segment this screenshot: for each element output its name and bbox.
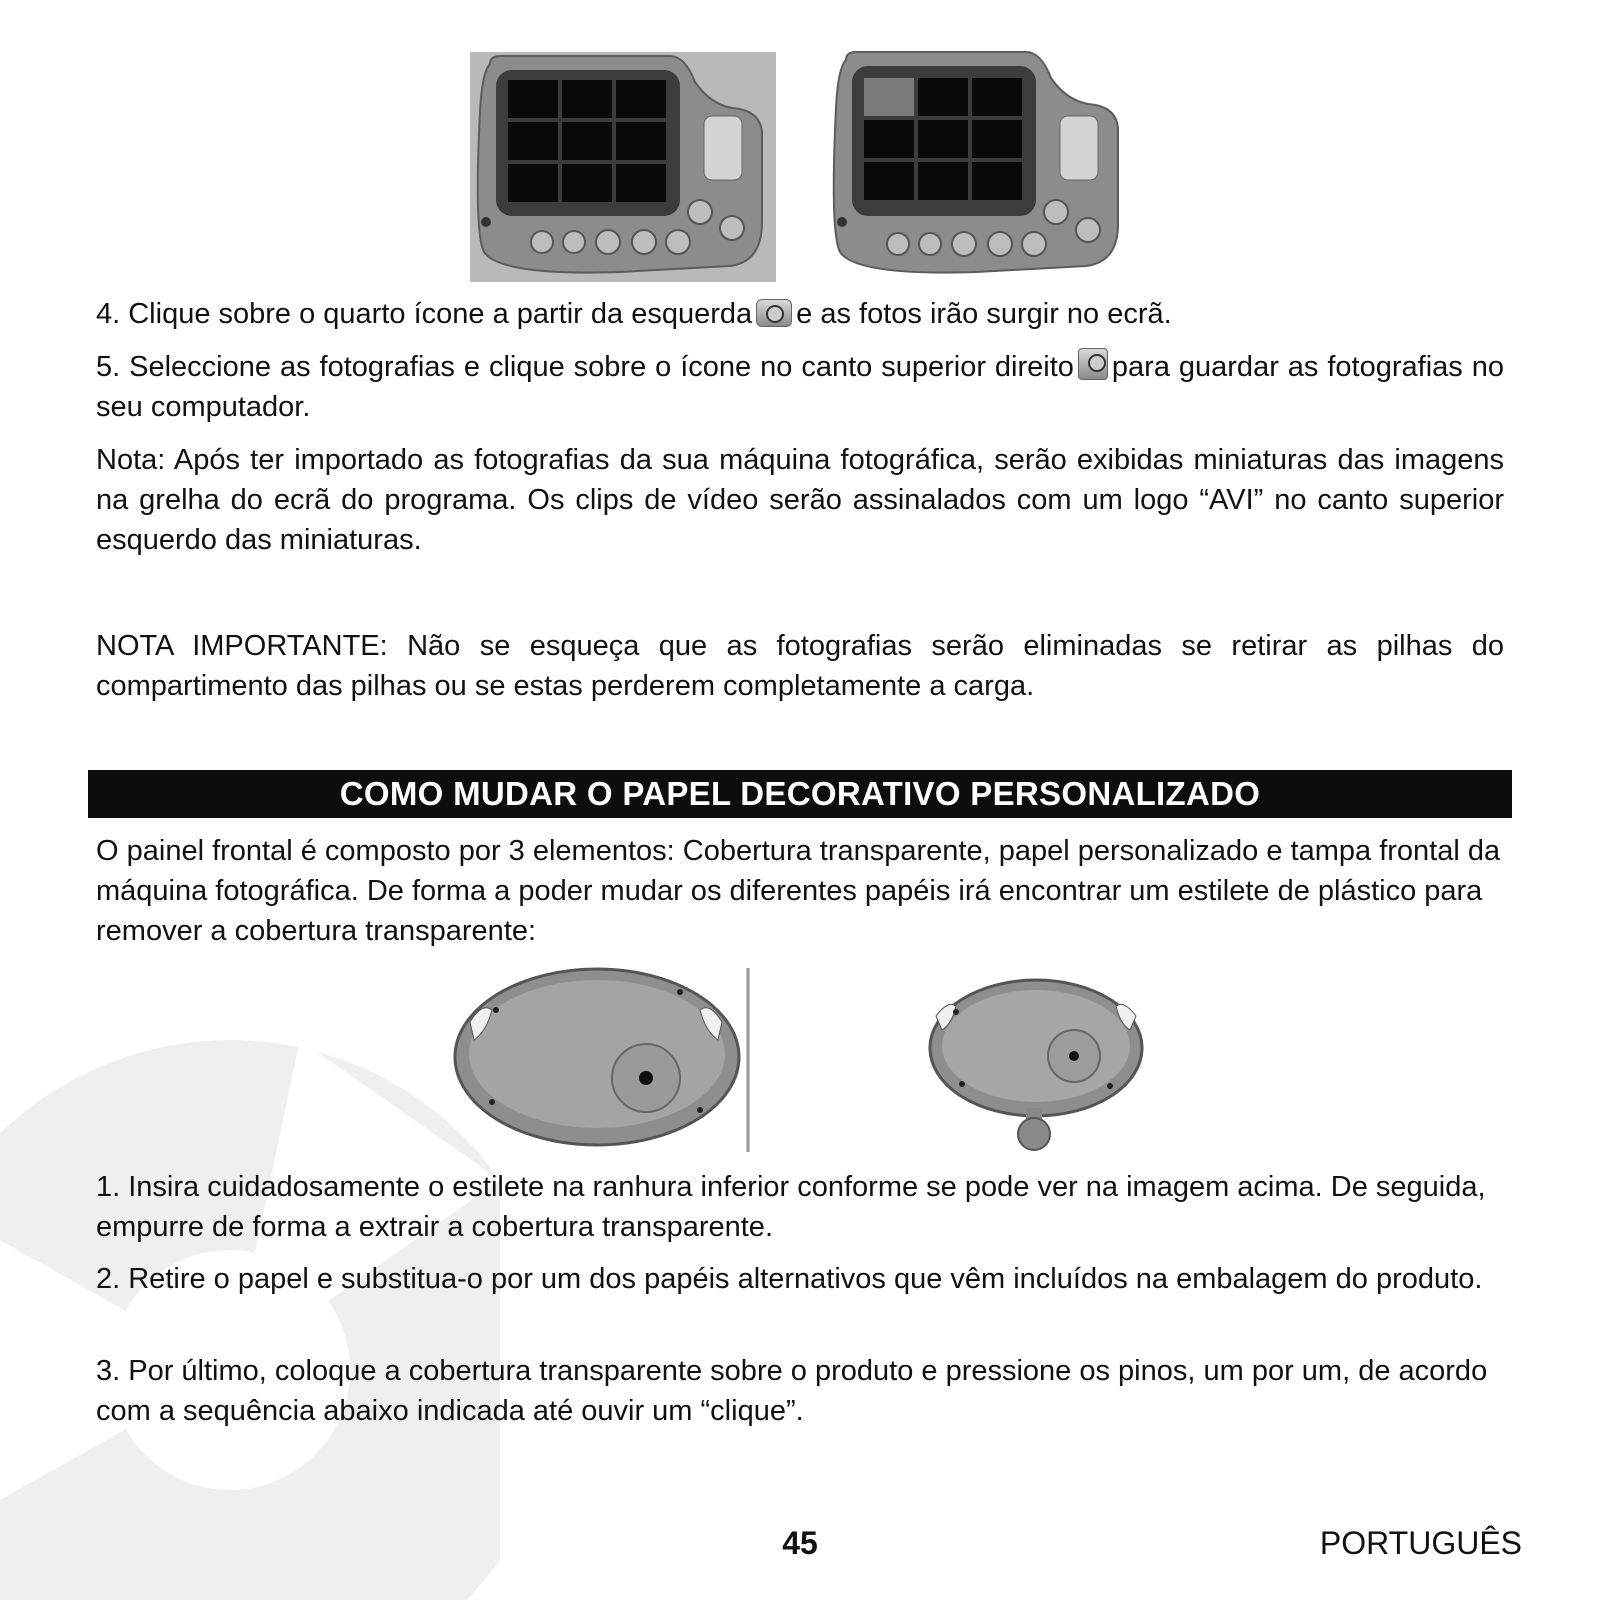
step-5-text — [96, 347, 1504, 427]
step-4-text — [96, 294, 1504, 334]
view-photos-icon — [756, 299, 792, 327]
step-3-text: 3. Por último, coloque a cobertura transparente sobre o produto e pressione os pinos, um por um, de acordo com a sequência abaixo indicada até ouvir um “clique”. — [96, 1355, 1488, 1427]
section-intro-text: O painel frontal é composto por 3 elementos: Cobertura transparente, papel personalizado e tampa frontal da máquina fotográfica. De forma a poder mudar os diferentes papéis irá encontrar um estilete de plástico para remover a cobertura transparente: — [96, 835, 1501, 947]
step-1-text: 1. Insira cuidadosamente o estilete na ranhura inferior conforme se pode ver na imagem acima. De seguida, empurre de forma a extrair a cobertura transparente. — [96, 1171, 1486, 1243]
step-4-before: 4. Clique sobre o quarto ícone a partir da esquerda — [96, 298, 753, 330]
step-4-after: e as fotos irão surgir no ecrã. — [796, 298, 1172, 330]
camera-cover-photos — [0, 958, 1600, 1154]
language-label: PORTUGUÊS — [1319, 1525, 1522, 1561]
software-screenshots — [0, 48, 1600, 284]
front-cover-with-stylus — [926, 972, 1148, 1154]
step-2-text: 2. Retire o papel e substitua-o por um dos papéis alternativos que vêm incluídos na embalagem do produto. — [96, 1263, 1483, 1295]
software-window-photo — [826, 48, 1128, 284]
front-cover-large — [452, 962, 752, 1152]
important-note-text: NOTA IMPORTANTE: Não se esqueça que as fotografias serão eliminadas se retirar as pilhas do compartimento das pilhas ou se estas perderem completamente a carga. — [96, 630, 1504, 702]
note-text: Nota: Após ter importado as fotografias da sua máquina fotográfica, serão exibidas miniaturas das imagens na grelha do ecrã do programa. Os clips de vídeo serão assinalados com um logo “AVI” no canto superior esquerdo das miniaturas. — [96, 444, 1504, 556]
page-number: 45 — [782, 1525, 818, 1561]
step-5-after: para guardar as fotografias no seu computador. — [96, 351, 1504, 423]
step-5-before: 5. Seleccione as fotografias e clique sobre o ícone no canto superior direito — [96, 351, 1074, 383]
software-window-empty — [470, 52, 776, 282]
section-title: COMO MUDAR O PAPEL DECORATIVO PERSONALIZADO — [88, 770, 1512, 818]
save-photos-icon — [1078, 348, 1108, 380]
